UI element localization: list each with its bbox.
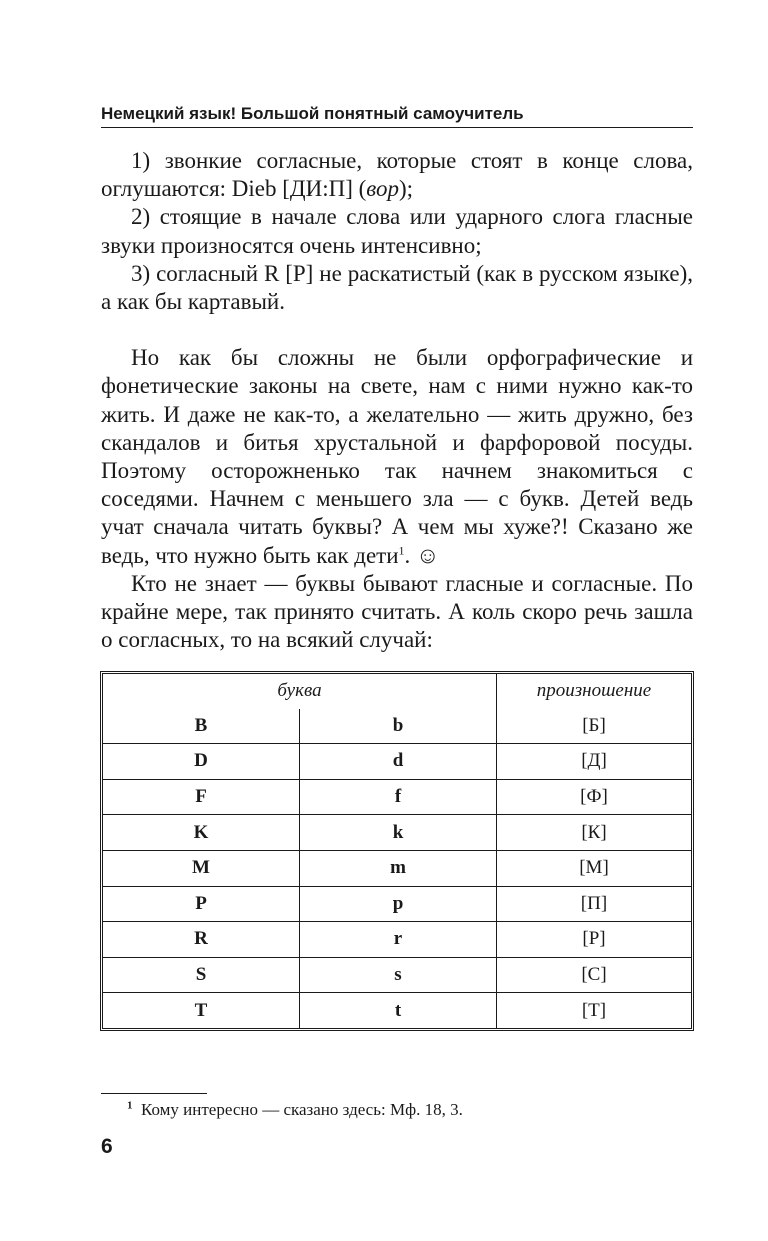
rule-1 <box>101 147 693 203</box>
lowercase-cell: d <box>300 744 497 780</box>
lowercase-cell: f <box>300 780 497 816</box>
pronunciation-cell: [Р] <box>497 922 691 958</box>
header-letter: буква <box>103 674 497 709</box>
footnote-mark: 1 <box>127 1099 133 1112</box>
table-row <box>103 922 691 958</box>
rule-1-end: ); <box>398 176 414 202</box>
lowercase-cell: t <box>300 993 497 1028</box>
pronunciation-cell: [Б] <box>497 709 691 745</box>
pronunciation-cell: [С] <box>497 958 691 994</box>
table-row <box>103 744 691 780</box>
footnote-divider <box>101 1093 207 1094</box>
lowercase-cell: m <box>300 851 497 887</box>
lowercase-cell: b <box>300 709 497 745</box>
consonant-table <box>100 671 694 1031</box>
uppercase-cell: T <box>103 993 300 1028</box>
table-row <box>103 887 691 923</box>
footnote <box>127 1100 463 1120</box>
pronunciation-cell: [К] <box>497 815 691 851</box>
uppercase-cell: K <box>103 815 300 851</box>
table-header-row <box>103 674 691 709</box>
footnote-reference[interactable]: 1 <box>398 542 405 557</box>
table-row <box>103 993 691 1028</box>
pronunciation-cell: [Ф] <box>497 780 691 816</box>
pronunciation-cell: [Д] <box>497 744 691 780</box>
page-number: 6 <box>101 1135 113 1158</box>
rule-2: 2) стоящие в начале слова или ударного слога гласные звуки произносятся очень интенсивно; <box>101 204 693 258</box>
main-text <box>101 147 693 654</box>
table-row <box>103 851 691 887</box>
paragraph-2: Кто не знает — буквы бывают гласные и согласные. По крайне мере, так принято считать. А коль скоро речь зашла о согласных, то на всякий случай: <box>101 570 693 653</box>
rule-3: 3) согласный R [Р] не раскатистый (как в русском языке), а как бы картавый. <box>101 260 693 315</box>
lowercase-cell: k <box>300 815 497 851</box>
table-row <box>103 815 691 851</box>
uppercase-cell: R <box>103 922 300 958</box>
uppercase-cell: D <box>103 744 300 780</box>
pronunciation-cell: [П] <box>497 887 691 923</box>
footnote-text: Кому интересно — сказано здесь: Мф. 18, 3. <box>141 1100 463 1119</box>
header-divider <box>101 127 693 128</box>
table-row <box>103 780 691 816</box>
table-row <box>103 958 691 994</box>
paragraph-1-text: Но как бы сложны не были орфографические и фонетические законы на свете, нам с ними нужно как-то жить. И даже не как-то, а желательно — жить дружно, без скандалов и битья хрустальной и фарфоровой посуды. Поэтому осторожненько так начнем знакомиться с соседями. Начнем с меньшего зла — с букв. Детей ведь учат сначала читать буквы? А чем мы хуже?! Сказано же ведь, что нужно быть как дети <box>101 345 693 568</box>
table-body <box>103 709 691 1028</box>
header-pronunciation: произношение <box>536 680 652 702</box>
table-row <box>103 709 691 745</box>
uppercase-cell: M <box>103 851 300 887</box>
rule-1-emphasis: вор <box>366 176 399 202</box>
paragraph-1-tail: . ☺ <box>404 542 440 568</box>
running-header: Немецкий язык! Большой понятный самоучитель <box>101 104 524 123</box>
uppercase-cell: F <box>103 780 300 816</box>
paragraph-1 <box>101 344 693 570</box>
lowercase-cell: r <box>300 922 497 958</box>
uppercase-cell: B <box>103 709 300 745</box>
uppercase-cell: S <box>103 958 300 994</box>
pronunciation-cell: [Т] <box>581 999 607 1021</box>
pronunciation-cell: [М] <box>497 851 691 887</box>
lowercase-cell: s <box>300 958 497 994</box>
rule-1-start: 1) звонкие согласные, которые стоят в конце слова, оглушаются: Dieb [ДИ:П] ( <box>101 148 693 202</box>
uppercase-cell: P <box>103 887 300 923</box>
lowercase-cell: p <box>300 887 497 923</box>
